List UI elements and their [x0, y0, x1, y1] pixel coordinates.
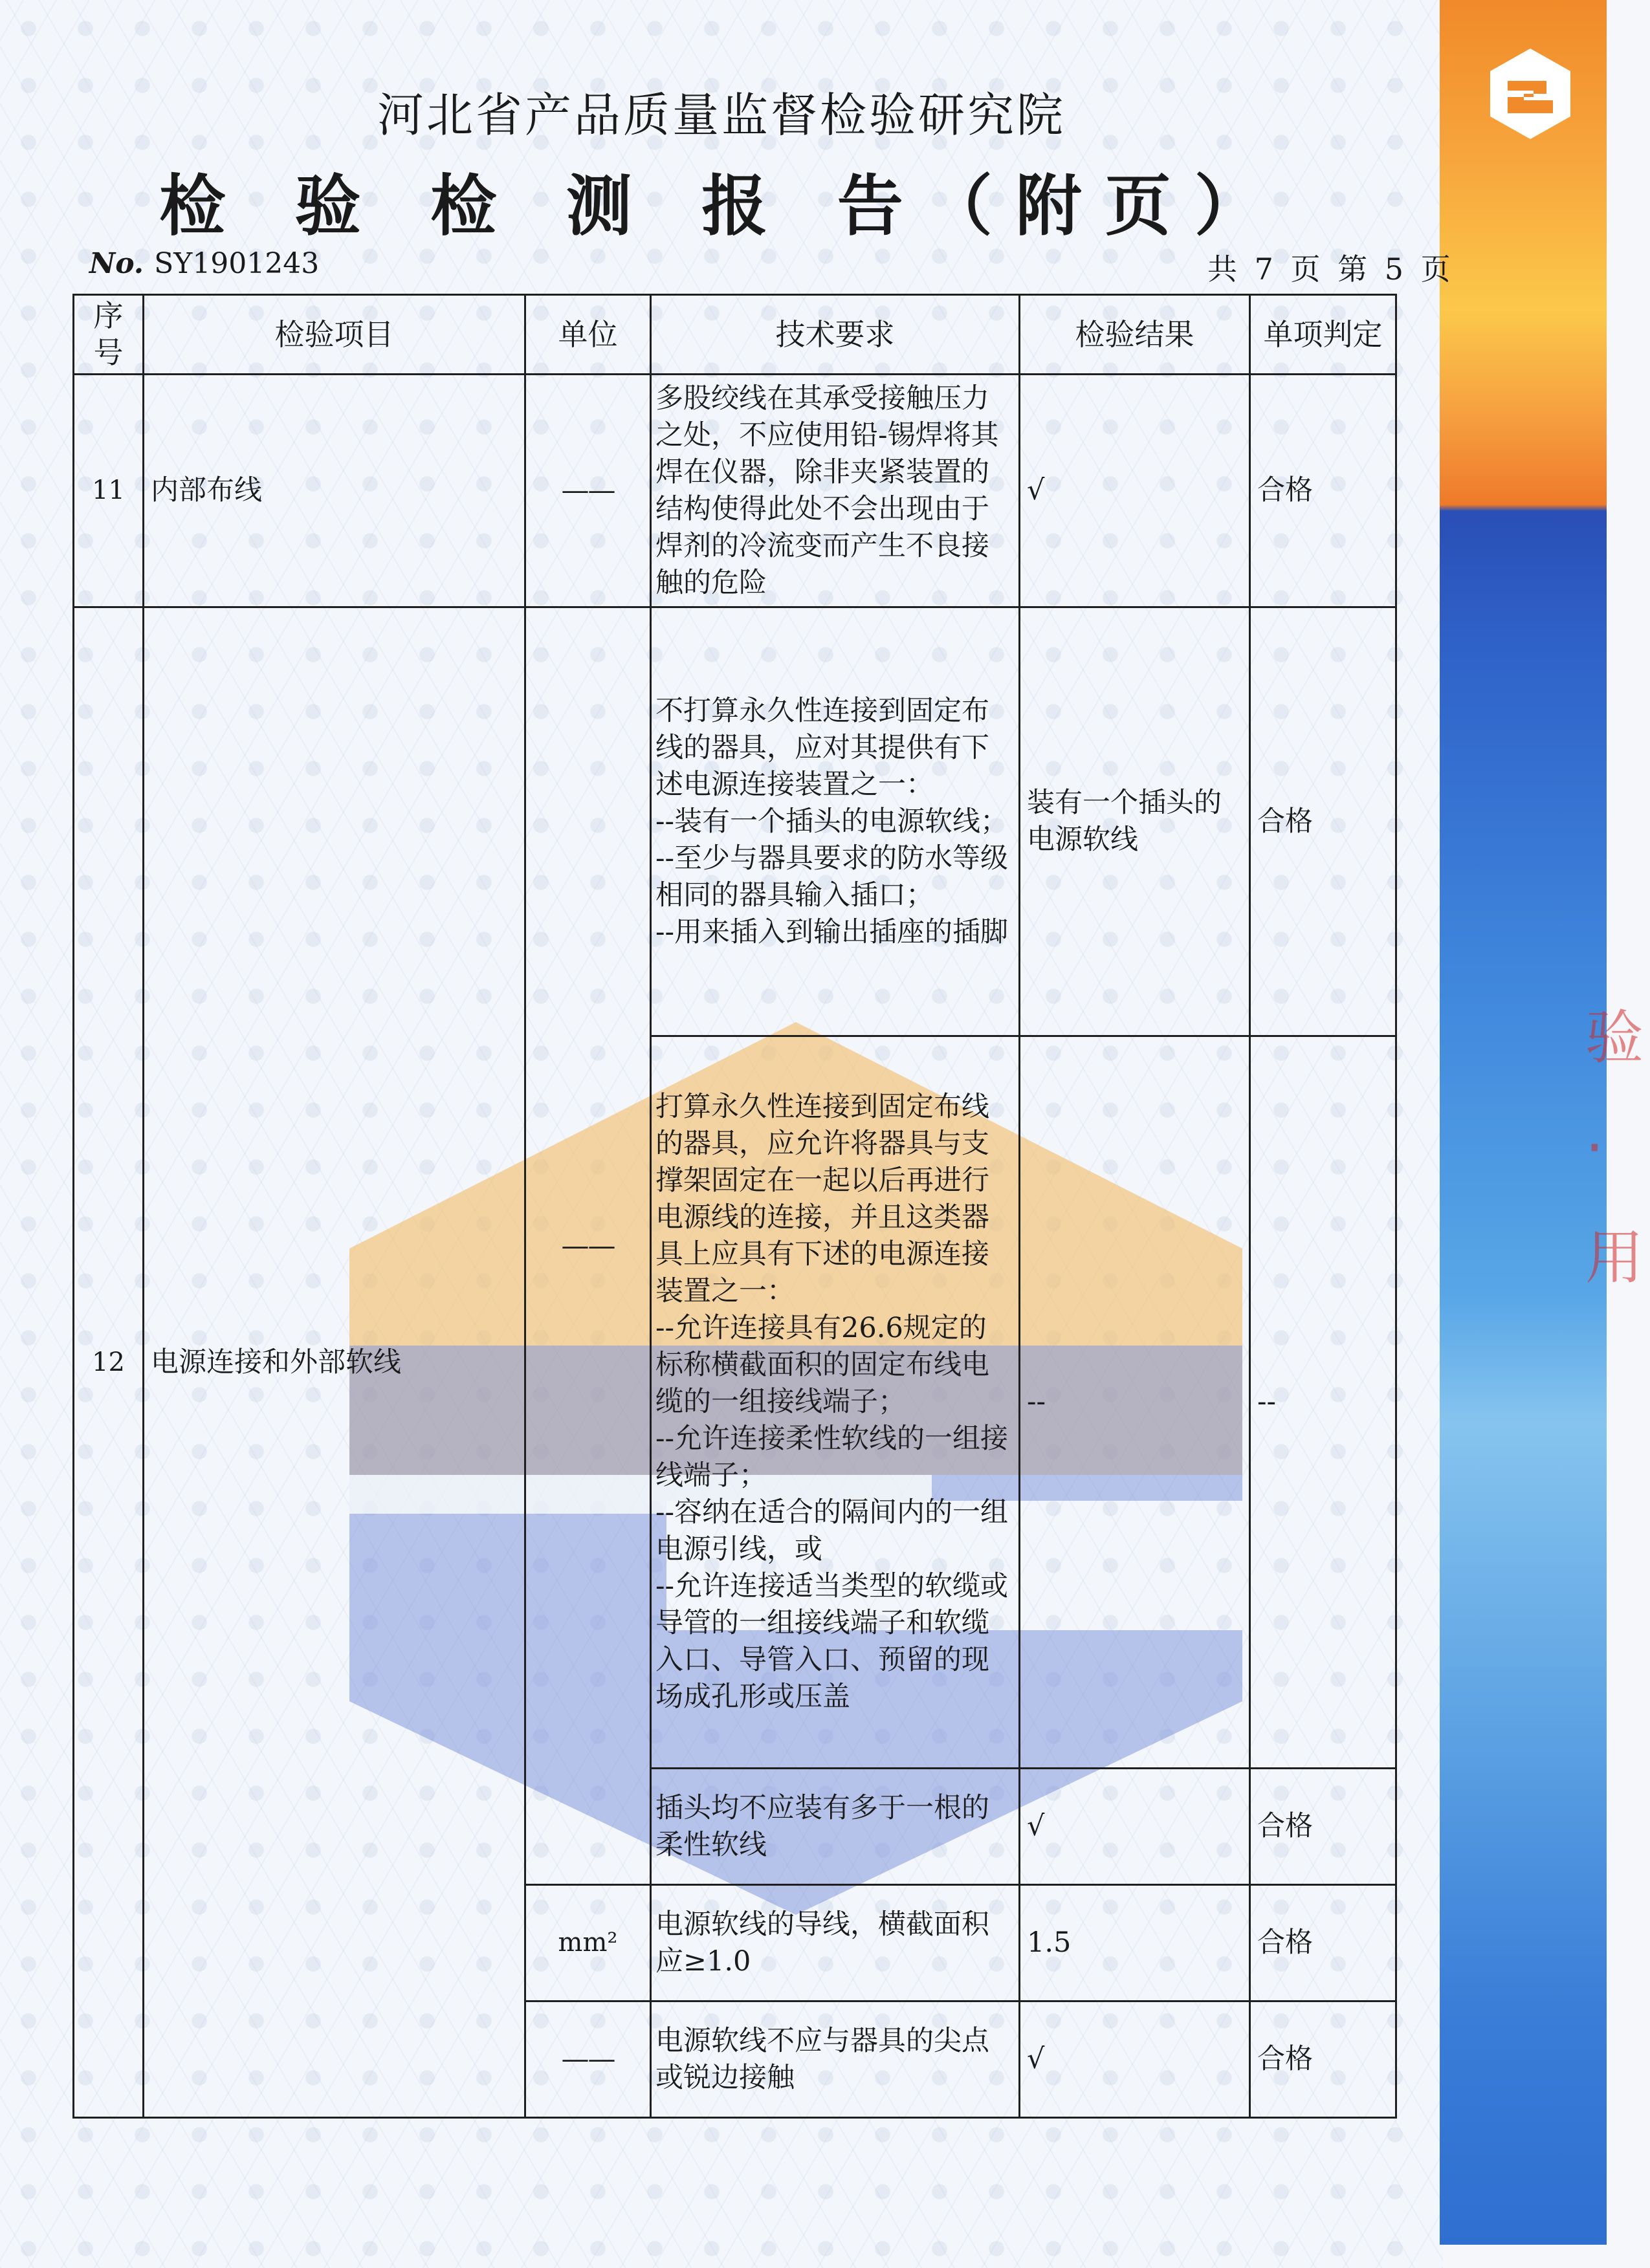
red-seal-stamp: 验 · 用	[1585, 1004, 1644, 1292]
row12-sub3-verdict: 合格	[1250, 1769, 1396, 1885]
header-unit: 单位	[525, 295, 651, 375]
row12-sub5-unit: ——	[525, 2001, 651, 2118]
row12-sub5-result: √	[1020, 2001, 1250, 2118]
row11-item: 内部布线	[144, 375, 525, 607]
report-number	[89, 247, 319, 280]
page-indicator: 共 7 页 第 5 页	[1207, 252, 1455, 287]
row12-seq: 12	[74, 607, 144, 2118]
side-color-stripe	[1440, 0, 1607, 2245]
row12-sub2-requirement: 打算永久性连接到固定布线的器具，应允许将器具与支撑架固定在一起以后再进行电源线的连接，并且这类器具上应具有下述的电源连接装置之一： --允许连接具有26.6规定的标称横截面积的固定布线电缆的一组接线端子； --允许连接柔性软线的一组接线端子； --容纳在适合的隔间内的一组电源引线，或 --允许连接适当类型的软缆或导管的一组接线端子和软缆入口、导管入口、预留的现场成孔形或压盖	[651, 1036, 1020, 1769]
row12-sub4-result: 1.5	[1020, 1885, 1250, 2001]
row12-sub1-result: 装有一个插头的电源软线	[1020, 607, 1250, 1036]
row12-unit: ——	[525, 607, 651, 1885]
row12-sub3-requirement: 插头均不应装有多于一根的柔性软线	[651, 1769, 1020, 1885]
report-number-value: SY1901243	[154, 247, 320, 280]
inspection-table	[72, 294, 1397, 2119]
header-seq: 序号	[74, 295, 144, 375]
header-verdict: 单项判定	[1250, 295, 1396, 375]
row12-sub1-requirement: 不打算永久性连接到固定布线的器具，应对其提供有下述电源连接装置之一： --装有一个插头的电源软线； --至少与器具要求的防水等级相同的器具输入插口； --用来插入到输出插座的插脚	[651, 607, 1020, 1036]
row11-seq: 11	[74, 375, 144, 607]
organization-title: 河北省产品质量监督检验研究院	[377, 88, 1066, 142]
row12-sub5-verdict: 合格	[1250, 2001, 1396, 2118]
row12-sub3-result: √	[1020, 1769, 1250, 1885]
report-title: 检 验 检 测 报 告（附页）	[159, 168, 1284, 245]
row12-sub4-unit: mm²	[525, 1885, 651, 2001]
table-row	[74, 607, 1396, 1036]
row11-result: √	[1020, 375, 1250, 607]
row12-sub4-verdict: 合格	[1250, 1885, 1396, 2001]
row12-sub2-result: --	[1020, 1036, 1250, 1769]
row12-sub2-verdict: --	[1250, 1036, 1396, 1769]
table-header-row	[74, 295, 1396, 375]
row11-unit: ——	[525, 375, 651, 607]
row12-sub1-verdict: 合格	[1250, 607, 1396, 1036]
table-row	[74, 375, 1396, 607]
row11-verdict: 合格	[1250, 375, 1396, 607]
row12-sub5-requirement: 电源软线不应与器具的尖点或锐边接触	[651, 2001, 1020, 2118]
row11-requirement: 多股绞线在其承受接触压力之处，不应使用铅-锡焊将其焊在仪器，除非夹紧装置的结构使得此处不会出现由于焊剂的冷流变而产生不良接触的危险	[651, 375, 1020, 607]
row12-item: 电源连接和外部软线	[144, 607, 525, 2118]
header-requirement: 技术要求	[651, 295, 1020, 375]
header-item: 检验项目	[144, 295, 525, 375]
institute-logo-icon	[1485, 45, 1576, 142]
header-result: 检验结果	[1020, 295, 1250, 375]
report-number-label: No.	[89, 247, 144, 280]
row12-sub4-requirement: 电源软线的导线，横截面积应≥1.0	[651, 1885, 1020, 2001]
